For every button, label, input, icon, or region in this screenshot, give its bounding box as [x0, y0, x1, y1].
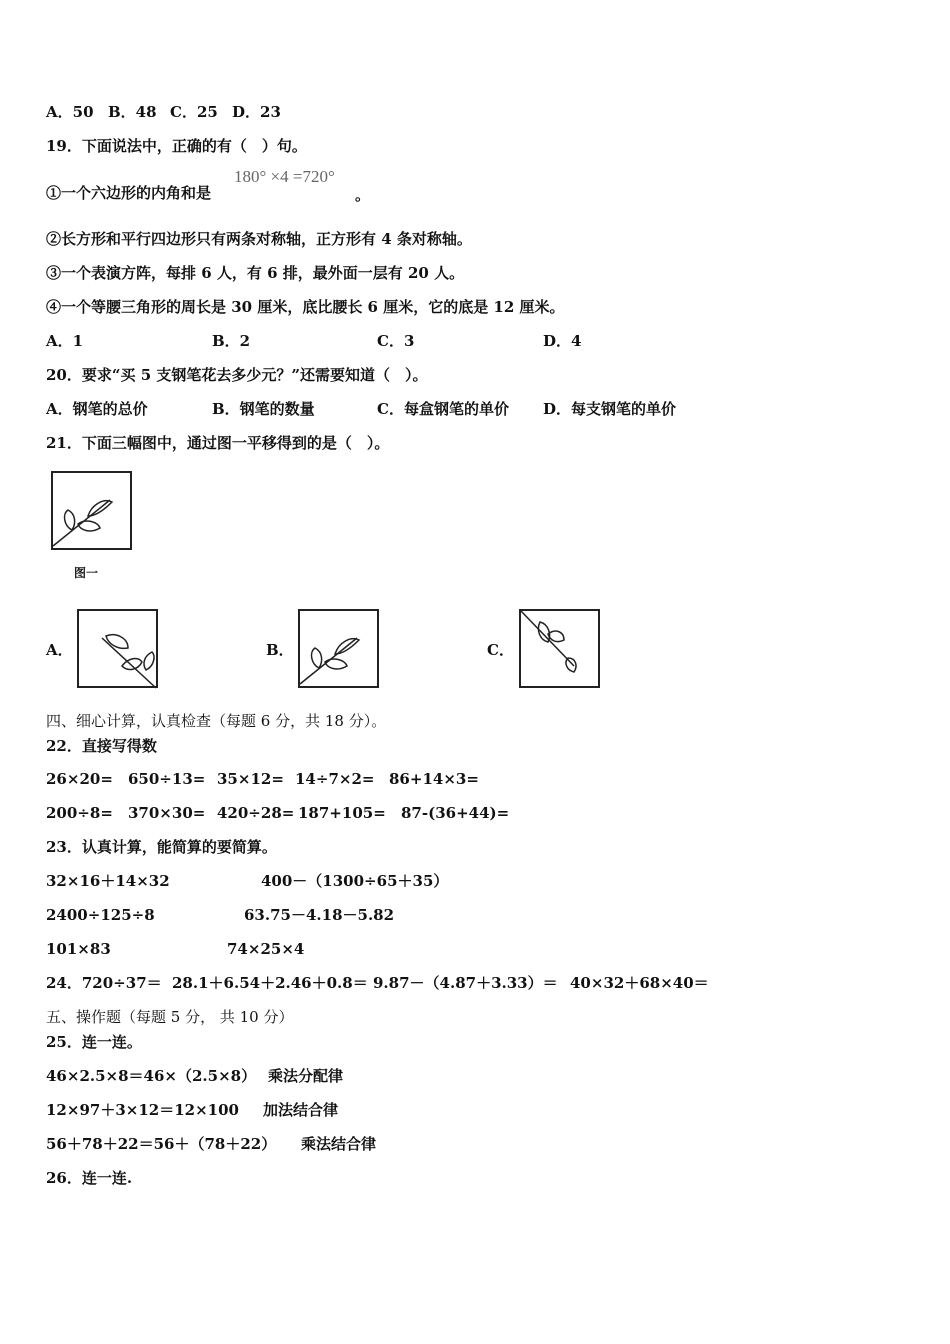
q22-item: 26×20=	[46, 770, 113, 788]
q25-stem: 25．连一连。	[46, 1033, 142, 1051]
q22-stem: 22．直接写得数	[46, 737, 157, 755]
q25-left-item: 46×2.5×8＝46×（2.5×8）	[46, 1067, 257, 1085]
q20-option-a: A．钢笔的总价	[46, 400, 148, 418]
q21-stem: 21．下面三幅图中，通过图一平移得到的是（ ）。	[46, 434, 390, 452]
q23-stem: 23．认真计算，能简算的要简算。	[46, 838, 277, 856]
q22-item: 35×12=	[217, 770, 284, 788]
q21-option-c: C．	[487, 641, 514, 659]
q22-item: 650÷13=	[128, 770, 206, 788]
q24-item: 40×32＋68×40＝	[570, 974, 709, 992]
q19-statement-4: ④一个等腰三角形的周长是 30 厘米，底比腰长 6 厘米，它的底是 12 厘米。	[46, 298, 565, 316]
section-4-title: 四、细心计算，认真检查（每题 6 分，共 18 分）。	[46, 712, 387, 730]
q20-stem: 20．要求“买 5 支钢笔花去多少元？”还需要知道（ ）。	[46, 366, 428, 384]
q22-item: 86+14×3=	[389, 770, 479, 788]
q23-item: 74×25×4	[227, 940, 305, 958]
q19-option-b: B．2	[212, 332, 251, 350]
q23-item: 32×16＋14×32	[46, 872, 170, 890]
q18-option-b: B．48	[108, 103, 157, 121]
q22-item: 370×30=	[128, 804, 206, 822]
q25-right-item: 加法结合律	[263, 1101, 339, 1119]
q19-statement-2: ②长方形和平行四边形只有两条对称轴，正方形有 4 条对称轴。	[46, 230, 472, 248]
q19-statement-1-end: 。	[355, 186, 371, 204]
q19-option-d: D．4	[543, 332, 582, 350]
q18-option-d: D．23	[232, 103, 281, 121]
q19-statement-1: ①一个六边形的内角和是	[46, 184, 212, 202]
section-5-title: 五、操作题（每题 5 分， 共 10 分）	[46, 1008, 294, 1026]
figure-one-caption: 图一	[74, 566, 99, 580]
q19-statement-3: ③一个表演方阵，每排 6 人，有 6 排，最外面一层有 20 人。	[46, 264, 465, 282]
q21-figure-a	[76, 608, 160, 690]
q23-item: 63.75－4.18－5.82	[244, 906, 395, 924]
q25-right-item: 乘法分配律	[268, 1067, 344, 1085]
q24-item: 28.1＋6.54＋2.46＋0.8＝	[172, 974, 368, 992]
q24-item: 24．720÷37＝	[46, 974, 162, 992]
q25-left-item: 12×97＋3×12＝12×100	[46, 1101, 239, 1119]
q21-option-b: B．	[266, 641, 294, 659]
q23-item: 400－（1300÷65＋35）	[261, 872, 449, 890]
figure-one	[50, 470, 134, 552]
q20-option-b: B．钢笔的数量	[212, 400, 315, 418]
q21-figure-c	[518, 608, 602, 690]
q24-item: 9.87－（4.87＋3.33）＝	[373, 974, 558, 992]
q22-item: 87-(36+44)=	[401, 804, 510, 822]
q20-option-c: C．每盒钢笔的单价	[377, 400, 509, 418]
q25-left-item: 56＋78＋22＝56＋（78＋22）	[46, 1135, 277, 1153]
q22-item: 200÷8=	[46, 804, 113, 822]
q23-item: 101×83	[46, 940, 111, 958]
q20-option-d: D．每支钢笔的单价	[543, 400, 677, 418]
q18-option-a: A．50	[46, 103, 94, 121]
q21-option-a: A．	[46, 641, 73, 659]
q22-item: 420÷28=	[217, 804, 295, 822]
q26-stem: 26．连一连.	[46, 1169, 133, 1187]
q25-right-item: 乘法结合律	[301, 1135, 377, 1153]
q21-figure-b	[297, 608, 381, 690]
q22-item: 187+105=	[298, 804, 386, 822]
q18-option-c: C．25	[170, 103, 218, 121]
q23-item: 2400÷125÷8	[46, 906, 155, 924]
q19-option-a: A．1	[46, 332, 84, 350]
q19-stem: 19．下面说法中，正确的有（ ）句。	[46, 137, 307, 155]
q19-option-c: C．3	[377, 332, 415, 350]
q22-item: 14÷7×2=	[295, 770, 375, 788]
q19-formula: 180° ×4 =720°	[234, 167, 335, 186]
